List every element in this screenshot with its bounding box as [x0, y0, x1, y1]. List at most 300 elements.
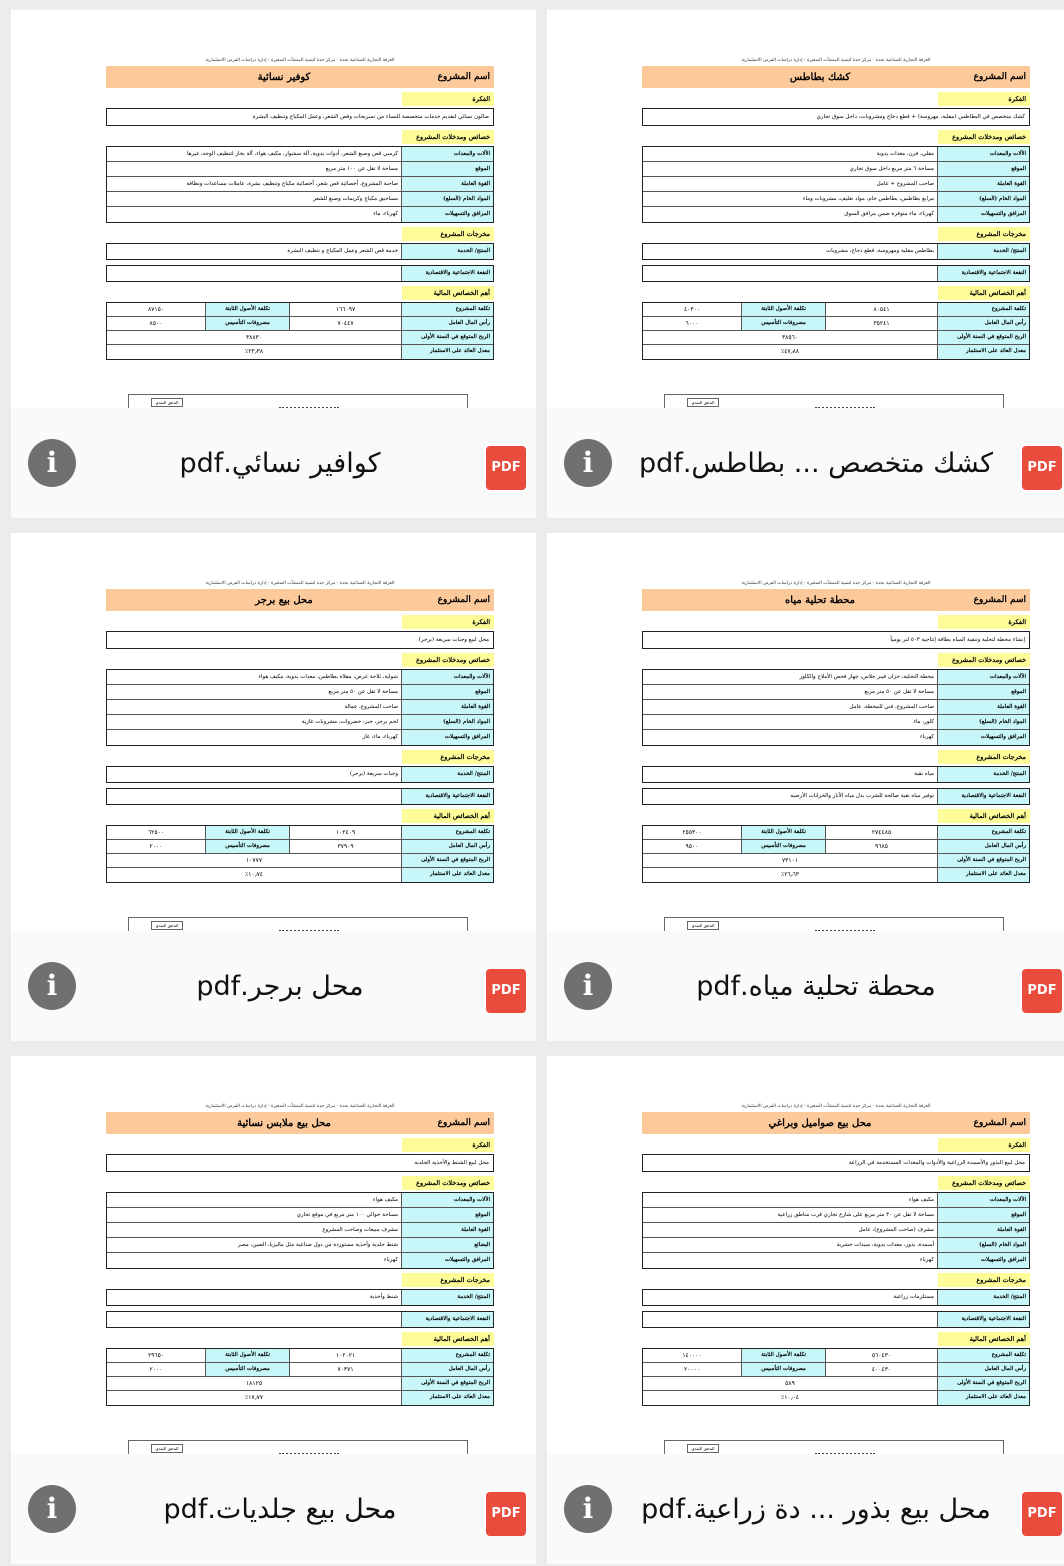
product-value: وجبات سريعة (برجر)	[349, 771, 398, 777]
product-value: مياه نقية	[914, 771, 934, 777]
file-thumbnail[interactable]	[547, 533, 1064, 931]
financial-label: أهم الخصائص المالية	[938, 286, 1030, 300]
features-row	[643, 147, 1029, 162]
features-row-value: صاحب المشروع + عامل	[876, 181, 934, 187]
benefit-row	[107, 1312, 493, 1327]
idea-text: محل لبيع وجبات سريعة (برجر)	[106, 631, 494, 649]
product-label: المنتج/ الخدمة	[937, 1290, 1029, 1305]
financial-row-working	[107, 317, 493, 331]
outputs-product-table	[642, 766, 1030, 783]
fixed-assets-value: ٤٠٣٠٠	[683, 306, 701, 313]
financial-section-header	[642, 286, 1030, 300]
features-section-header	[106, 1176, 494, 1190]
features-row-value: كهرباء	[920, 1257, 934, 1263]
financial-row-profit	[107, 1377, 493, 1391]
features-row-label: الموقع	[401, 1208, 493, 1222]
product-row	[643, 1290, 1029, 1305]
product-label: المنتج/ الخدمة	[937, 767, 1029, 782]
establishment-label: مصروفات التأسيس	[205, 840, 289, 853]
outputs-product-table	[642, 1289, 1030, 1306]
info-icon[interactable]: i	[564, 962, 612, 1010]
cost-label: تكلفة المشروع	[937, 1349, 1029, 1362]
benefit-label: النفعة الاجتماعية والاقتصادية	[937, 266, 1029, 281]
features-row-label: الآلات والمعدات	[401, 147, 493, 161]
expected-profit-label: الربح المتوقع في السنة الأولى	[401, 1377, 493, 1390]
features-row	[643, 192, 1029, 207]
benefit-table	[106, 788, 494, 805]
features-table	[642, 1192, 1030, 1269]
features-row	[107, 1238, 493, 1253]
document-preview	[106, 579, 494, 883]
features-row-label: المرافق والتسهيلات	[401, 207, 493, 222]
idea-section-header	[106, 92, 494, 106]
info-icon[interactable]: i	[28, 962, 76, 1010]
features-row-value: مكيف هواء	[373, 1197, 398, 1203]
cash-flow-legend: التدفق النقدي	[151, 1444, 183, 1453]
return-rate-value: ٤٧٫٨٨٪	[780, 348, 800, 355]
outputs-section-header	[106, 227, 494, 241]
file-thumbnail[interactable]	[547, 1056, 1064, 1454]
features-row	[107, 207, 493, 222]
file-name[interactable]: محطة تحلية مياه.pdf	[696, 971, 936, 1002]
features-row-label: الموقع	[401, 162, 493, 176]
project-name-bar	[106, 1112, 494, 1134]
financial-table	[106, 825, 494, 883]
financial-table	[106, 302, 494, 360]
working-capital-label: رأس المال العامل	[937, 317, 1029, 330]
file-card[interactable]	[547, 1056, 1064, 1564]
working-capital-label: رأس المال العامل	[937, 1363, 1029, 1376]
fixed-assets-value: ٢٥٥٣٠٠	[682, 829, 702, 836]
expected-profit-label: الربح المتوقع في السنة الأولى	[937, 331, 1029, 344]
financial-section-header	[106, 286, 494, 300]
project-name-bar	[642, 66, 1030, 88]
features-table	[106, 669, 494, 746]
file-card[interactable]	[11, 10, 536, 518]
file-thumbnail[interactable]	[11, 10, 536, 408]
outputs-label: مخرجات المشروع	[402, 1273, 494, 1287]
features-row	[107, 192, 493, 207]
idea-label: الفكرة	[938, 92, 1030, 106]
document-preview	[106, 1102, 494, 1406]
features-row	[643, 207, 1029, 222]
working-capital-label: رأس المال العامل	[401, 840, 493, 853]
working-capital-value: ٩٦٨٥	[825, 840, 937, 853]
file-name[interactable]: محل بيع بذور ... دة زراعية.pdf	[641, 1494, 991, 1525]
expected-profit-label: الربح المتوقع في السنة الأولى	[401, 331, 493, 344]
features-row	[643, 1223, 1029, 1238]
features-row-value: مساحة ٦ متر مربع داخل سوق تجاري	[849, 166, 934, 172]
features-label: خصائص ومدخلات المشروع	[938, 130, 1030, 144]
product-row	[107, 767, 493, 782]
features-row-value: صاحبة المشروع، أخصائية قص شعر، أخصائية مكياج وتنظيف بشرة، عاملات مساعدات ونظافة	[186, 181, 398, 187]
financial-row-rate	[643, 1391, 1029, 1405]
product-value: مستلزمات زراعية	[893, 1294, 934, 1300]
features-row-value: شنط جلدية وأحذية مستوردة من دول صناعية مثل ماليزيا، الصين، مصر	[237, 1242, 398, 1248]
establishment-value: ٨٥٠٠	[149, 320, 163, 327]
features-table	[642, 146, 1030, 223]
document-header-line: الغرفة التجارية الصناعية بجدة - مركز جدة لتنمية المنشآت الصغيرة - إدارة دراسات الفرص الاستثمارية	[205, 58, 395, 63]
project-name-bar	[106, 66, 494, 88]
file-thumbnail[interactable]	[11, 533, 536, 931]
features-row	[643, 1193, 1029, 1208]
return-rate-label: معدل العائد على الاستثمار	[937, 345, 1029, 359]
return-rate-label: معدل العائد على الاستثمار	[401, 868, 493, 882]
financial-label: أهم الخصائص المالية	[402, 286, 494, 300]
return-rate-value: ٢٣٫٣٨٪	[244, 348, 264, 355]
outputs-label: مخرجات المشروع	[402, 227, 494, 241]
features-row-value: محطة التحلية، خزان فيبر جلاس، جهاز فحص الأملاح والكلور	[799, 674, 934, 680]
features-row-value: مكيف هواء	[909, 1197, 934, 1203]
info-icon[interactable]: i	[564, 1485, 612, 1533]
expected-profit-value: ٣٨٥٦٠	[781, 334, 799, 341]
establishment-value: ٢٠٠٠٠	[683, 1366, 701, 1373]
idea-section-header	[642, 615, 1030, 629]
project-name-label: اسم المشروع	[973, 595, 1026, 605]
features-row-label: القوة العاملة	[401, 177, 493, 191]
outputs-product-table	[106, 1289, 494, 1306]
fixed-assets-value: ٨٧١٥٠	[147, 306, 165, 313]
cash-flow-legend: التدفق النقدي	[151, 921, 183, 930]
pdf-file-icon: PDF	[1022, 446, 1062, 490]
idea-section-header	[106, 1138, 494, 1152]
features-row-value: صاحب المشروع، عمالة	[344, 704, 398, 710]
features-row-value: مساحة لا تقل عن ٥٠ متر مربع	[864, 689, 934, 695]
cash-flow-legend: التدفق النقدي	[687, 921, 719, 930]
benefit-row	[107, 266, 493, 281]
financial-label: أهم الخصائص المالية	[938, 1332, 1030, 1346]
features-row	[107, 177, 493, 192]
file-name[interactable]: محل بيع جلديات.pdf	[163, 1494, 397, 1525]
pdf-file-icon: PDF	[486, 1492, 526, 1536]
financial-row-rate	[107, 345, 493, 359]
working-capital-label: رأس المال العامل	[937, 840, 1029, 853]
file-card[interactable]	[547, 533, 1064, 1041]
features-row-label: المرافق والتسهيلات	[401, 1253, 493, 1268]
features-row-value: أسمدة، بذور، معدات يدوية، مبيدات حشرية	[836, 1242, 934, 1248]
outputs-section-header	[642, 1273, 1030, 1287]
file-card[interactable]	[547, 10, 1064, 518]
features-section-header	[642, 130, 1030, 144]
establishment-label: مصروفات التأسيس	[205, 1363, 289, 1376]
features-row	[643, 1253, 1029, 1268]
document-preview	[106, 56, 494, 360]
features-section-header	[642, 653, 1030, 667]
financial-section-header	[106, 809, 494, 823]
project-name-label: اسم المشروع	[437, 72, 490, 82]
features-row-value: مشرف (صاحب المشروع)، عامل	[858, 1227, 934, 1233]
features-row	[643, 685, 1029, 700]
features-table	[106, 146, 494, 223]
features-section-header	[106, 653, 494, 667]
cash-flow-chart-frame	[664, 917, 1004, 931]
info-icon[interactable]: i	[28, 1485, 76, 1533]
project-title: محل بيع صواميل وبراغي	[768, 1117, 872, 1129]
benefit-row	[643, 1312, 1029, 1327]
idea-text: إنشاء محطة لتحلية وتنقية المياه بطاقة إنتاجية ٥٠٣ لتر يومياً	[642, 631, 1030, 649]
features-row-value: لحم برجر، خبز، خضروات، مشروبات غازية	[301, 719, 398, 725]
features-row-value: كهرباء، ماء	[373, 211, 398, 217]
features-row-label: القوة العاملة	[937, 700, 1029, 714]
financial-row-profit	[107, 854, 493, 868]
establishment-value: ٦٠٠٠	[685, 320, 699, 327]
working-capital-value: ٧٠٣٧١	[289, 1363, 401, 1376]
establishment-value: ٩٥٠٠	[685, 843, 699, 850]
document-preview	[642, 1102, 1030, 1406]
project-name-label: اسم المشروع	[973, 72, 1026, 82]
file-name[interactable]: كوافير نسائي.pdf	[179, 448, 381, 479]
pdf-file-icon: PDF	[1022, 969, 1062, 1013]
file-name[interactable]: محل برجر.pdf	[196, 971, 364, 1002]
features-row-value: مساحة لا تقل عن ٣٠ متر مربع على شارع تجاري قرب مناطق زراعية	[777, 1212, 934, 1218]
outputs-section-header	[642, 227, 1030, 241]
fixed-assets-value: ١٤٠٠٠٠	[682, 1352, 702, 1359]
features-row-value: كلور، ماء	[913, 719, 934, 725]
features-section-header	[642, 1176, 1030, 1190]
return-rate-value: ٢٦٫٦٣٪	[780, 871, 800, 878]
return-rate-label: معدل العائد على الاستثمار	[937, 868, 1029, 882]
features-row-value: مشرف مبيعات وصاحب المشروع	[322, 1227, 398, 1233]
product-label: المنتج/ الخدمة	[401, 767, 493, 782]
features-row-value: مقلي، فرن، معدات يدوية	[876, 151, 934, 157]
working-capital-value: ٧٠٤٤٧	[289, 317, 401, 330]
outputs-label: مخرجات المشروع	[938, 750, 1030, 764]
features-row-label: الموقع	[401, 685, 493, 699]
cost-value: ١٠٢٠٢١	[289, 1349, 401, 1362]
financial-row-profit	[643, 854, 1029, 868]
idea-text: محل لبيع الشنط والأحذية الجلدية	[106, 1154, 494, 1172]
cost-label: تكلفة المشروع	[937, 303, 1029, 316]
expected-profit-value: ٧٣١٠١	[781, 857, 799, 864]
info-icon[interactable]: i	[28, 439, 76, 487]
financial-label: أهم الخصائص المالية	[938, 809, 1030, 823]
features-row	[643, 670, 1029, 685]
features-row-label: المرافق والتسهيلات	[401, 730, 493, 745]
features-row-value: مساحة حوالي ١٠٠ متر مربع في موقع تجاري	[296, 1212, 398, 1218]
financial-row-cost	[107, 826, 493, 840]
working-capital-label: رأس المال العامل	[401, 317, 493, 330]
file-thumbnail[interactable]	[11, 1056, 536, 1454]
return-rate-value: ١٠٫٠٤٪	[780, 1394, 800, 1401]
benefit-value	[107, 266, 401, 281]
financial-label: أهم الخصائص المالية	[402, 809, 494, 823]
features-row-value: صاحب المشروع، فني للمحطة، عامل	[849, 704, 934, 710]
benefit-label: النفعة الاجتماعية والاقتصادية	[937, 1312, 1029, 1327]
pdf-file-icon: PDF	[1022, 1492, 1062, 1536]
document-preview	[642, 56, 1030, 360]
features-row	[107, 162, 493, 177]
document-header-line: الغرفة التجارية الصناعية بجدة - مركز جدة لتنمية المنشآت الصغيرة - إدارة دراسات الفرص الاستثمارية	[741, 58, 931, 63]
cost-label: تكلفة المشروع	[401, 1349, 493, 1362]
file-footer	[547, 1454, 1064, 1564]
features-row	[107, 147, 493, 162]
cost-value: ٢٧٤٤٨٥	[825, 826, 937, 839]
project-name-bar	[642, 1112, 1030, 1134]
financial-row-profit	[643, 331, 1029, 345]
establishment-label: مصروفات التأسيس	[741, 1363, 825, 1376]
cash-flow-chart-frame	[128, 1440, 468, 1454]
features-row	[643, 162, 1029, 177]
project-name-label: اسم المشروع	[973, 1118, 1026, 1128]
document-header-line: الغرفة التجارية الصناعية بجدة - مركز جدة لتنمية المنشآت الصغيرة - إدارة دراسات الفرص الاستثمارية	[205, 581, 395, 586]
features-row-value: كهرباء	[384, 1257, 398, 1263]
file-card[interactable]	[11, 1056, 536, 1564]
financial-row-profit	[107, 331, 493, 345]
fixed-assets-label: تكلفة الأصول الثابتة	[205, 303, 289, 316]
outputs-product-table	[106, 766, 494, 783]
financial-row-rate	[107, 868, 493, 882]
features-row-label: المواد الخام (السلع)	[937, 192, 1029, 206]
establishment-label: مصروفات التأسيس	[205, 317, 289, 330]
idea-text: محل لبيع البذور والأسمدة الزراعية والأدوات والمعدات المستخدمة في الزراعة	[642, 1154, 1030, 1172]
project-name-bar	[106, 589, 494, 611]
features-row-label: المواد الخام (السلع)	[401, 192, 493, 206]
outputs-label: مخرجات المشروع	[402, 750, 494, 764]
benefit-value	[107, 789, 401, 804]
features-row-value: كهرباء	[920, 734, 934, 740]
financial-row-rate	[643, 868, 1029, 882]
cost-value: ٥٦٠٤٣٠	[825, 1349, 937, 1362]
benefit-label: النفعة الاجتماعية والاقتصادية	[937, 789, 1029, 804]
features-row-label: الموقع	[937, 1208, 1029, 1222]
features-table	[106, 1192, 494, 1269]
cost-value: ١٠٢٤٠٩	[289, 826, 401, 839]
benefit-value: توفير مياه نقية صالحة للشرب بدل مياه الآبار والخزانات الأرضية	[790, 793, 934, 799]
outputs-product-table	[642, 243, 1030, 260]
idea-label: الفكرة	[402, 92, 494, 106]
cash-flow-chart-frame	[128, 394, 468, 408]
project-name-bar	[642, 589, 1030, 611]
file-thumbnail[interactable]	[547, 10, 1064, 408]
features-row-label: المرافق والتسهيلات	[937, 207, 1029, 222]
features-row-label: الآلات والمعدات	[937, 1193, 1029, 1207]
cost-label: تكلفة المشروع	[401, 303, 493, 316]
features-row	[107, 685, 493, 700]
features-row-label: المواد الخام (السلع)	[401, 715, 493, 729]
benefit-table	[642, 265, 1030, 282]
features-row-label: القوة العاملة	[937, 1223, 1029, 1237]
product-value: شنط وأحذية	[369, 1294, 398, 1300]
features-row	[107, 670, 493, 685]
establishment-label: مصروفات التأسيس	[741, 840, 825, 853]
idea-label: الفكرة	[402, 1138, 494, 1152]
outputs-label: مخرجات المشروع	[938, 227, 1030, 241]
financial-row-cost	[643, 1349, 1029, 1363]
info-icon[interactable]: i	[564, 439, 612, 487]
features-label: خصائص ومدخلات المشروع	[402, 653, 494, 667]
benefit-row	[643, 789, 1029, 804]
project-name-label: اسم المشروع	[437, 1118, 490, 1128]
expected-profit-label: الربح المتوقع في السنة الأولى	[937, 854, 1029, 867]
financial-row-cost	[107, 303, 493, 317]
file-card[interactable]	[11, 533, 536, 1041]
idea-text: صالون نسائي لتقديم خدمات متخصصة للنساء من تسريحات وقص الشعر، وعمل المكياج وتنظيف البشرة	[106, 108, 494, 126]
project-title: كوفير نسائية	[257, 71, 311, 83]
product-row	[643, 767, 1029, 782]
features-row-label: القوة العاملة	[401, 1223, 493, 1237]
project-name-label: اسم المشروع	[437, 595, 490, 605]
features-row-label: القوة العاملة	[937, 177, 1029, 191]
features-section-header	[106, 130, 494, 144]
document-header-line: الغرفة التجارية الصناعية بجدة - مركز جدة لتنمية المنشآت الصغيرة - إدارة دراسات الفرص الاستثمارية	[741, 581, 931, 586]
financial-row-working	[643, 1363, 1029, 1377]
establishment-label: مصروفات التأسيس	[741, 317, 825, 330]
idea-text: كشك متخصص في البطاطس (مقلية، مهروسة) + قطع دجاج ومشروبات، داخل سوق تجاري	[642, 108, 1030, 126]
expected-profit-value: ٥٨٩	[785, 1380, 795, 1387]
file-footer	[11, 931, 536, 1041]
file-name[interactable]: كشك متخصص ... بطاطس.pdf	[639, 448, 993, 479]
outputs-section-header	[642, 750, 1030, 764]
cost-label: تكلفة المشروع	[401, 826, 493, 839]
pdf-file-icon: PDF	[486, 969, 526, 1013]
features-row	[107, 1223, 493, 1238]
features-row-value: مساحة لا تقل عن ٥٠ متر مربع	[328, 689, 398, 695]
return-rate-label: معدل العائد على الاستثمار	[401, 345, 493, 359]
benefit-label: النفعة الاجتماعية والاقتصادية	[401, 1312, 493, 1327]
features-table	[642, 669, 1030, 746]
return-rate-label: معدل العائد على الاستثمار	[401, 1391, 493, 1405]
financial-row-rate	[643, 345, 1029, 359]
pdf-file-icon: PDF	[486, 446, 526, 490]
features-row	[107, 1208, 493, 1223]
benefit-row	[643, 266, 1029, 281]
working-capital-value: ٣٧٩٠٩	[289, 840, 401, 853]
benefit-table	[642, 788, 1030, 805]
features-row-value: كهرباء، ماء متوفرة ضمن مرافق السوق	[844, 211, 934, 217]
expected-profit-label: الربح المتوقع في السنة الأولى	[937, 1377, 1029, 1390]
benefit-label: النفعة الاجتماعية والاقتصادية	[401, 266, 493, 281]
file-footer	[11, 1454, 536, 1564]
establishment-value: ٢٠٠٠	[149, 843, 163, 850]
expected-profit-value: ٣٨٨٣٠	[245, 334, 263, 341]
fixed-assets-label: تكلفة الأصول الثابتة	[741, 826, 825, 839]
financial-table	[642, 1348, 1030, 1406]
features-row	[643, 730, 1029, 745]
features-row-value: مرابع بطاطس، بطاطس خام، مواد تغليف، مشروبات وماء	[802, 196, 934, 202]
return-rate-label: معدل العائد على الاستثمار	[937, 1391, 1029, 1405]
fixed-assets-value: ٢٩٦٥٠	[147, 1352, 165, 1359]
financial-table	[642, 302, 1030, 360]
financial-row-working	[643, 317, 1029, 331]
features-row-label: الآلات والمعدات	[937, 147, 1029, 161]
idea-section-header	[642, 92, 1030, 106]
fixed-assets-value: ٦٢٥٠٠	[147, 829, 165, 836]
fixed-assets-label: تكلفة الأصول الثابتة	[205, 826, 289, 839]
features-row-value: شواية، ثلاجة عرض، مقلاة بطاطس، معدات يدوية، مكيف هواء	[258, 674, 398, 680]
features-row-label: المواد الخام (السلع)	[937, 1238, 1029, 1252]
expected-profit-label: الربح المتوقع في السنة الأولى	[401, 854, 493, 867]
cash-flow-chart-frame	[128, 917, 468, 931]
features-row	[643, 715, 1029, 730]
product-row	[107, 244, 493, 259]
features-row-label: المرافق والتسهيلات	[937, 1253, 1029, 1268]
features-row	[643, 177, 1029, 192]
cash-flow-legend: التدفق النقدي	[151, 398, 183, 407]
features-row-label: الموقع	[937, 162, 1029, 176]
outputs-section-header	[106, 1273, 494, 1287]
features-row	[107, 730, 493, 745]
product-label: المنتج/ الخدمة	[401, 1290, 493, 1305]
financial-row-working	[107, 1363, 493, 1377]
features-row-label: المرافق والتسهيلات	[937, 730, 1029, 745]
features-row	[643, 1238, 1029, 1253]
benefit-table	[106, 1311, 494, 1328]
financial-label: أهم الخصائص المالية	[402, 1332, 494, 1346]
idea-label: الفكرة	[938, 615, 1030, 629]
financial-row-profit	[643, 1377, 1029, 1391]
document-header-line: الغرفة التجارية الصناعية بجدة - مركز جدة لتنمية المنشآت الصغيرة - إدارة دراسات الفرص الاستثمارية	[741, 1104, 931, 1109]
financial-row-working	[107, 840, 493, 854]
